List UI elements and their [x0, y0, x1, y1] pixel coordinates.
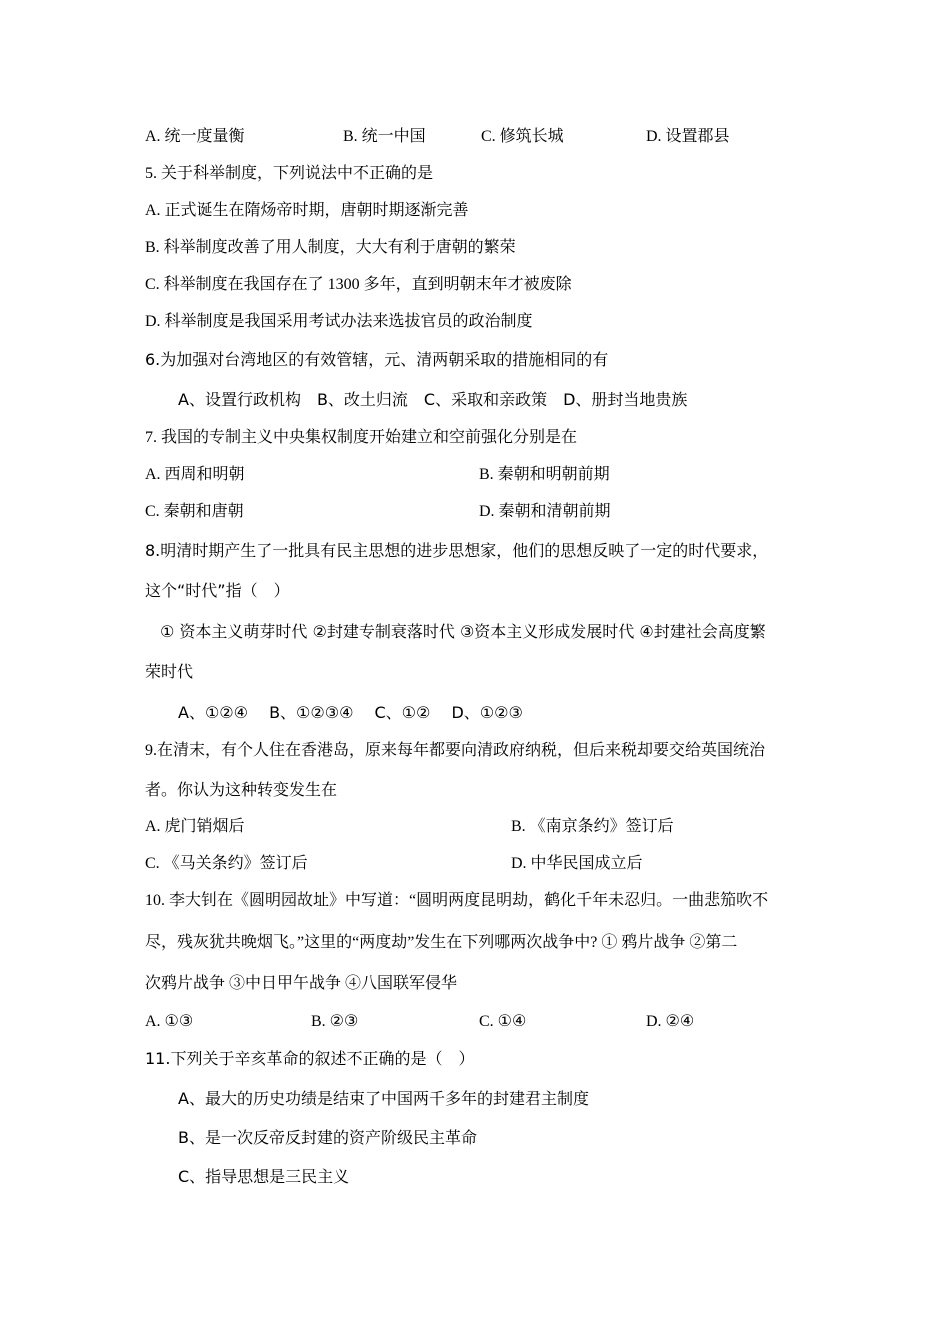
- q5-option-c: C. 科举制度在我国存在了 1300 多年，直到明朝末年才被废除: [145, 276, 572, 293]
- q8-items-line1: ① 资本主义萌芽时代 ②封建专制衰落时代 ③资本主义形成发展时代 ④封建社会高度繁: [160, 622, 766, 641]
- q9-option-b: B. 《南京条约》签订后: [511, 818, 674, 835]
- q11-option-c: C、指导思想是三民主义: [178, 1167, 350, 1186]
- q9-option-a: A. 虎门销烟后: [145, 818, 245, 835]
- q11-option-a: A、最大的历史功绩是结束了中国两千多年的封建君主制度: [178, 1089, 589, 1108]
- q9-stem-line1: 9.在清末，有个人住在香港岛，原来每年都要向清政府纳税，但后来税却要交给英国统治: [145, 742, 766, 759]
- q8-items-line2: 荣时代: [145, 662, 194, 681]
- q10-option-d: D. ②④: [646, 1013, 695, 1030]
- q9-option-c: C. 《马关条约》签订后: [145, 855, 308, 872]
- q4-option-b: B. 统一中国: [343, 128, 426, 145]
- q5-option-b: B. 科举制度改善了用人制度，大大有利于唐朝的繁荣: [145, 239, 516, 256]
- q10-option-a: A. ①③: [145, 1013, 194, 1030]
- q11-option-b: B、是一次反帝反封建的资产阶级民主革命: [178, 1128, 477, 1147]
- q6-options: A、设置行政机构 B、改土归流 C、采取和亲政策 D、册封当地贵族: [178, 390, 688, 409]
- q10-stem-line1: 10. 李大钊在《圆明园故址》中写道：“圆明两度昆明劫，鹤化千年未忍归。一曲悲笳吹不: [145, 892, 769, 909]
- q10-option-c: C. ①④: [479, 1013, 527, 1030]
- q8-stem-line1: 8.明清时期产生了一批具有民主思想的进步思想家，他们的思想反映了一定的时代要求，: [145, 541, 769, 560]
- q11-stem: 11.下列关于辛亥革命的叙述不正确的是（ ）: [145, 1049, 475, 1068]
- q7-option-d: D. 秦朝和清朝前期: [479, 503, 611, 520]
- q7-option-a: A. 西周和明朝: [145, 466, 245, 483]
- q5-stem: 5. 关于科举制度，下列说法中不正确的是: [145, 165, 434, 182]
- q4-option-c: C. 修筑长城: [481, 128, 564, 145]
- q8-stem-line2: 这个“时代”指（ ）: [145, 581, 290, 600]
- q7-option-c: C. 秦朝和唐朝: [145, 503, 244, 520]
- q10-stem-line3: 次鸦片战争 ③中日甲午战争 ④八国联军侵华: [145, 975, 458, 992]
- q9-stem-line2: 者。你认为这种转变发生在: [145, 782, 338, 799]
- q9-option-d: D. 中华民国成立后: [511, 855, 643, 872]
- q4-option-a: A. 统一度量衡: [145, 128, 245, 145]
- q4-option-d: D. 设置郡县: [646, 128, 730, 145]
- q5-option-a: A. 正式诞生在隋炀帝时期，唐朝时期逐渐完善: [145, 202, 469, 219]
- q7-option-b: B. 秦朝和明朝前期: [479, 466, 610, 483]
- q10-stem-line2: 尽，残灰犹共晚烟飞。”这里的“两度劫”发生在下列哪两次战争中? ① 鸦片战争 ②第二: [145, 934, 738, 951]
- q7-stem: 7. 我国的专制主义中央集权制度开始建立和空前强化分别是在: [145, 429, 578, 446]
- q8-options: A、①②④ B、①②③④ C、①② D、①②③: [178, 703, 523, 722]
- q6-stem: 6.为加强对台湾地区的有效管辖，元、清两朝采取的措施相同的有: [145, 350, 609, 369]
- q5-option-d: D. 科举制度是我国采用考试办法来选拔官员的政治制度: [145, 313, 533, 330]
- q10-option-b: B. ②③: [311, 1013, 359, 1030]
